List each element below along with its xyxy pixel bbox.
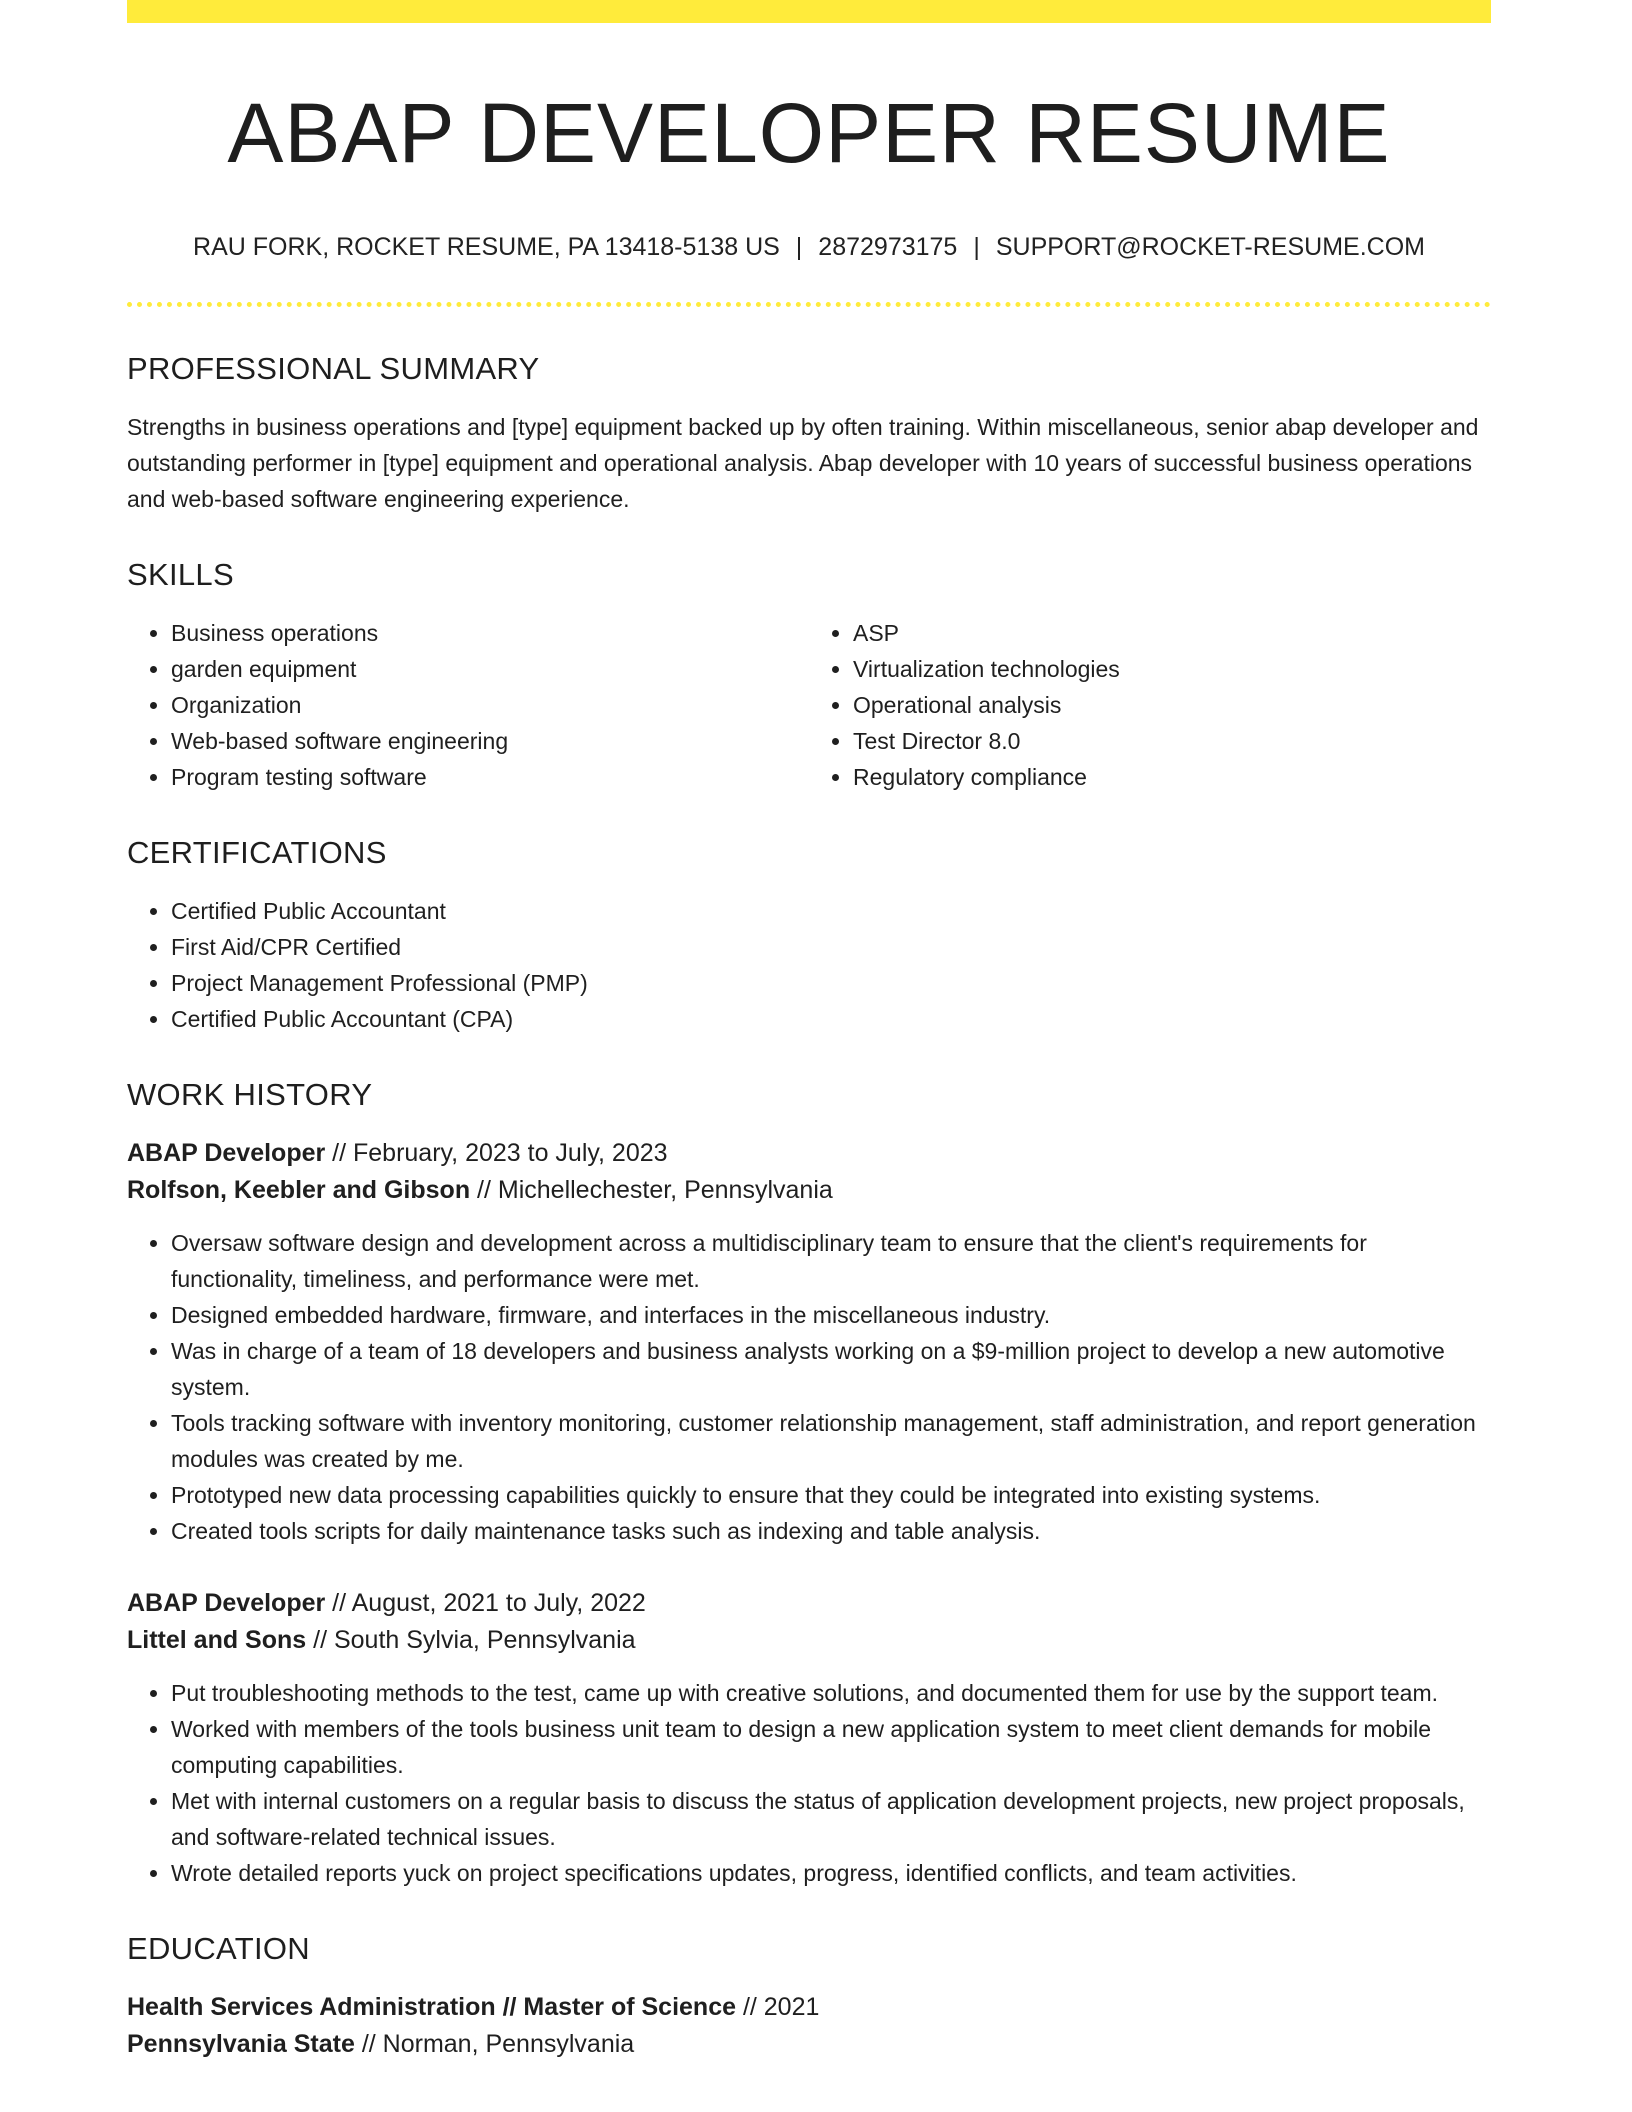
education-school-line bbox=[127, 2026, 1491, 2063]
resume-title: ABAP DEVELOPER RESUME bbox=[227, 86, 1391, 180]
job-bullets bbox=[127, 1225, 1491, 1549]
skill-item: • Business operations bbox=[171, 615, 809, 651]
job-bullet: • Met with internal customers on a regular basis to discuss the status of application development projects, new project proposals, and software-related technical issues. bbox=[171, 1783, 1491, 1855]
contact-email: SUPPORT@ROCKET-RESUME.COM bbox=[995, 232, 1425, 261]
summary-heading: PROFESSIONAL SUMMARY bbox=[127, 350, 540, 386]
contact-line bbox=[127, 232, 1491, 262]
job-company-line bbox=[127, 1622, 1491, 1659]
accent-top-bar bbox=[127, 0, 1491, 23]
job-dates: // February, 2023 to July, 2023 bbox=[325, 1138, 668, 1167]
contact-separator: | bbox=[973, 232, 980, 261]
job-location: // Michellechester, Pennsylvania bbox=[470, 1175, 833, 1204]
job-bullet: • Designed embedded hardware, firmware, and interfaces in the miscellaneous industry. bbox=[171, 1297, 1491, 1333]
certifications-list bbox=[127, 893, 1491, 1037]
education-location: // Norman, Pennsylvania bbox=[354, 2029, 635, 2058]
contact-address: RAU FORK, ROCKET RESUME, PA 13418-5138 US bbox=[193, 232, 780, 261]
work-history-section bbox=[127, 1077, 1491, 1891]
contact-phone: 2872973175 bbox=[818, 232, 958, 261]
skills-heading: SKILLS bbox=[127, 556, 234, 592]
contact-separator: | bbox=[795, 232, 803, 261]
skill-item: • Regulatory compliance bbox=[853, 759, 1491, 795]
certification-item: • Certified Public Accountant (CPA) bbox=[171, 1001, 1491, 1037]
job-company-line bbox=[127, 1172, 1491, 1209]
skill-item: • Program testing software bbox=[171, 759, 809, 795]
skill-item: • Web-based software engineering bbox=[171, 723, 809, 759]
certifications-heading: CERTIFICATIONS bbox=[127, 834, 387, 870]
job-company: Rolfson, Keebler and Gibson bbox=[127, 1175, 471, 1204]
job-title-line bbox=[127, 1585, 1491, 1622]
job-entry bbox=[127, 1135, 1491, 1549]
job-bullet: • Oversaw software design and development across a multidisciplinary team to ensure that the client's requirements for functionality, timeliness, and performance were met. bbox=[171, 1225, 1491, 1297]
education-degree-line bbox=[127, 1989, 1491, 2026]
resume-page bbox=[127, 0, 1491, 2063]
skills-columns bbox=[127, 615, 1491, 795]
job-location: // South Sylvia, Pennsylvania bbox=[306, 1625, 636, 1654]
job-title: ABAP Developer bbox=[127, 1138, 326, 1167]
skill-item: • Test Director 8.0 bbox=[853, 723, 1491, 759]
skill-item: • Organization bbox=[171, 687, 809, 723]
work-history-heading: WORK HISTORY bbox=[127, 1076, 373, 1112]
dotted-divider bbox=[127, 302, 1491, 307]
education-year: // 2021 bbox=[736, 1992, 820, 2021]
skills-section bbox=[127, 557, 1491, 795]
certification-item: • Project Management Professional (PMP) bbox=[171, 965, 1491, 1001]
skill-item: • Virtualization technologies bbox=[853, 651, 1491, 687]
job-bullet: • Tools tracking software with inventory monitoring, customer relationship management, staff administration, and report generation modules was created by me. bbox=[171, 1405, 1491, 1477]
certifications-section bbox=[127, 835, 1491, 1037]
education-degree: Health Services Administration // Master of Science bbox=[127, 1992, 736, 2021]
job-bullet: • Wrote detailed reports yuck on project specifications updates, progress, identified conflicts, and team activities. bbox=[171, 1855, 1491, 1891]
job-bullets bbox=[127, 1675, 1491, 1891]
skills-left-list bbox=[127, 615, 809, 795]
job-entry bbox=[127, 1585, 1491, 1891]
job-bullet: • Worked with members of the tools business unit team to design a new application system to meet client demands for mobile computing capabilities. bbox=[171, 1711, 1491, 1783]
education-school: Pennsylvania State bbox=[127, 2029, 355, 2058]
job-bullet: • Was in charge of a team of 18 developers and business analysts working on a $9-million project to develop a new automotive system. bbox=[171, 1333, 1491, 1405]
job-title: ABAP Developer bbox=[127, 1588, 326, 1617]
job-bullet: • Prototyped new data processing capabilities quickly to ensure that they could be integrated into existing systems. bbox=[171, 1477, 1491, 1513]
skill-item: • Operational analysis bbox=[853, 687, 1491, 723]
job-bullet: • Put troubleshooting methods to the test, came up with creative solutions, and documented them for use by the support team. bbox=[171, 1675, 1491, 1711]
certification-item: • Certified Public Accountant bbox=[171, 893, 1491, 929]
skill-item: • garden equipment bbox=[171, 651, 809, 687]
job-title-line bbox=[127, 1135, 1491, 1172]
job-bullet: • Created tools scripts for daily maintenance tasks such as indexing and table analysis. bbox=[171, 1513, 1491, 1549]
certification-item: • First Aid/CPR Certified bbox=[171, 929, 1491, 965]
skill-item: • ASP bbox=[853, 615, 1491, 651]
job-company: Littel and Sons bbox=[127, 1625, 307, 1654]
skills-right-list bbox=[809, 615, 1491, 795]
summary-section bbox=[127, 351, 1491, 517]
job-dates: // August, 2021 to July, 2022 bbox=[325, 1588, 646, 1617]
education-section bbox=[127, 1931, 1491, 2063]
education-heading: EDUCATION bbox=[127, 1930, 310, 1966]
summary-text: Strengths in business operations and [type] equipment backed up by often training. Within miscellaneous, senior abap developer and outstanding performer in [type] equipment and operational analysis. Abap developer with 10 years of successful business operations and web-based software engineering experience. bbox=[127, 413, 1479, 512]
